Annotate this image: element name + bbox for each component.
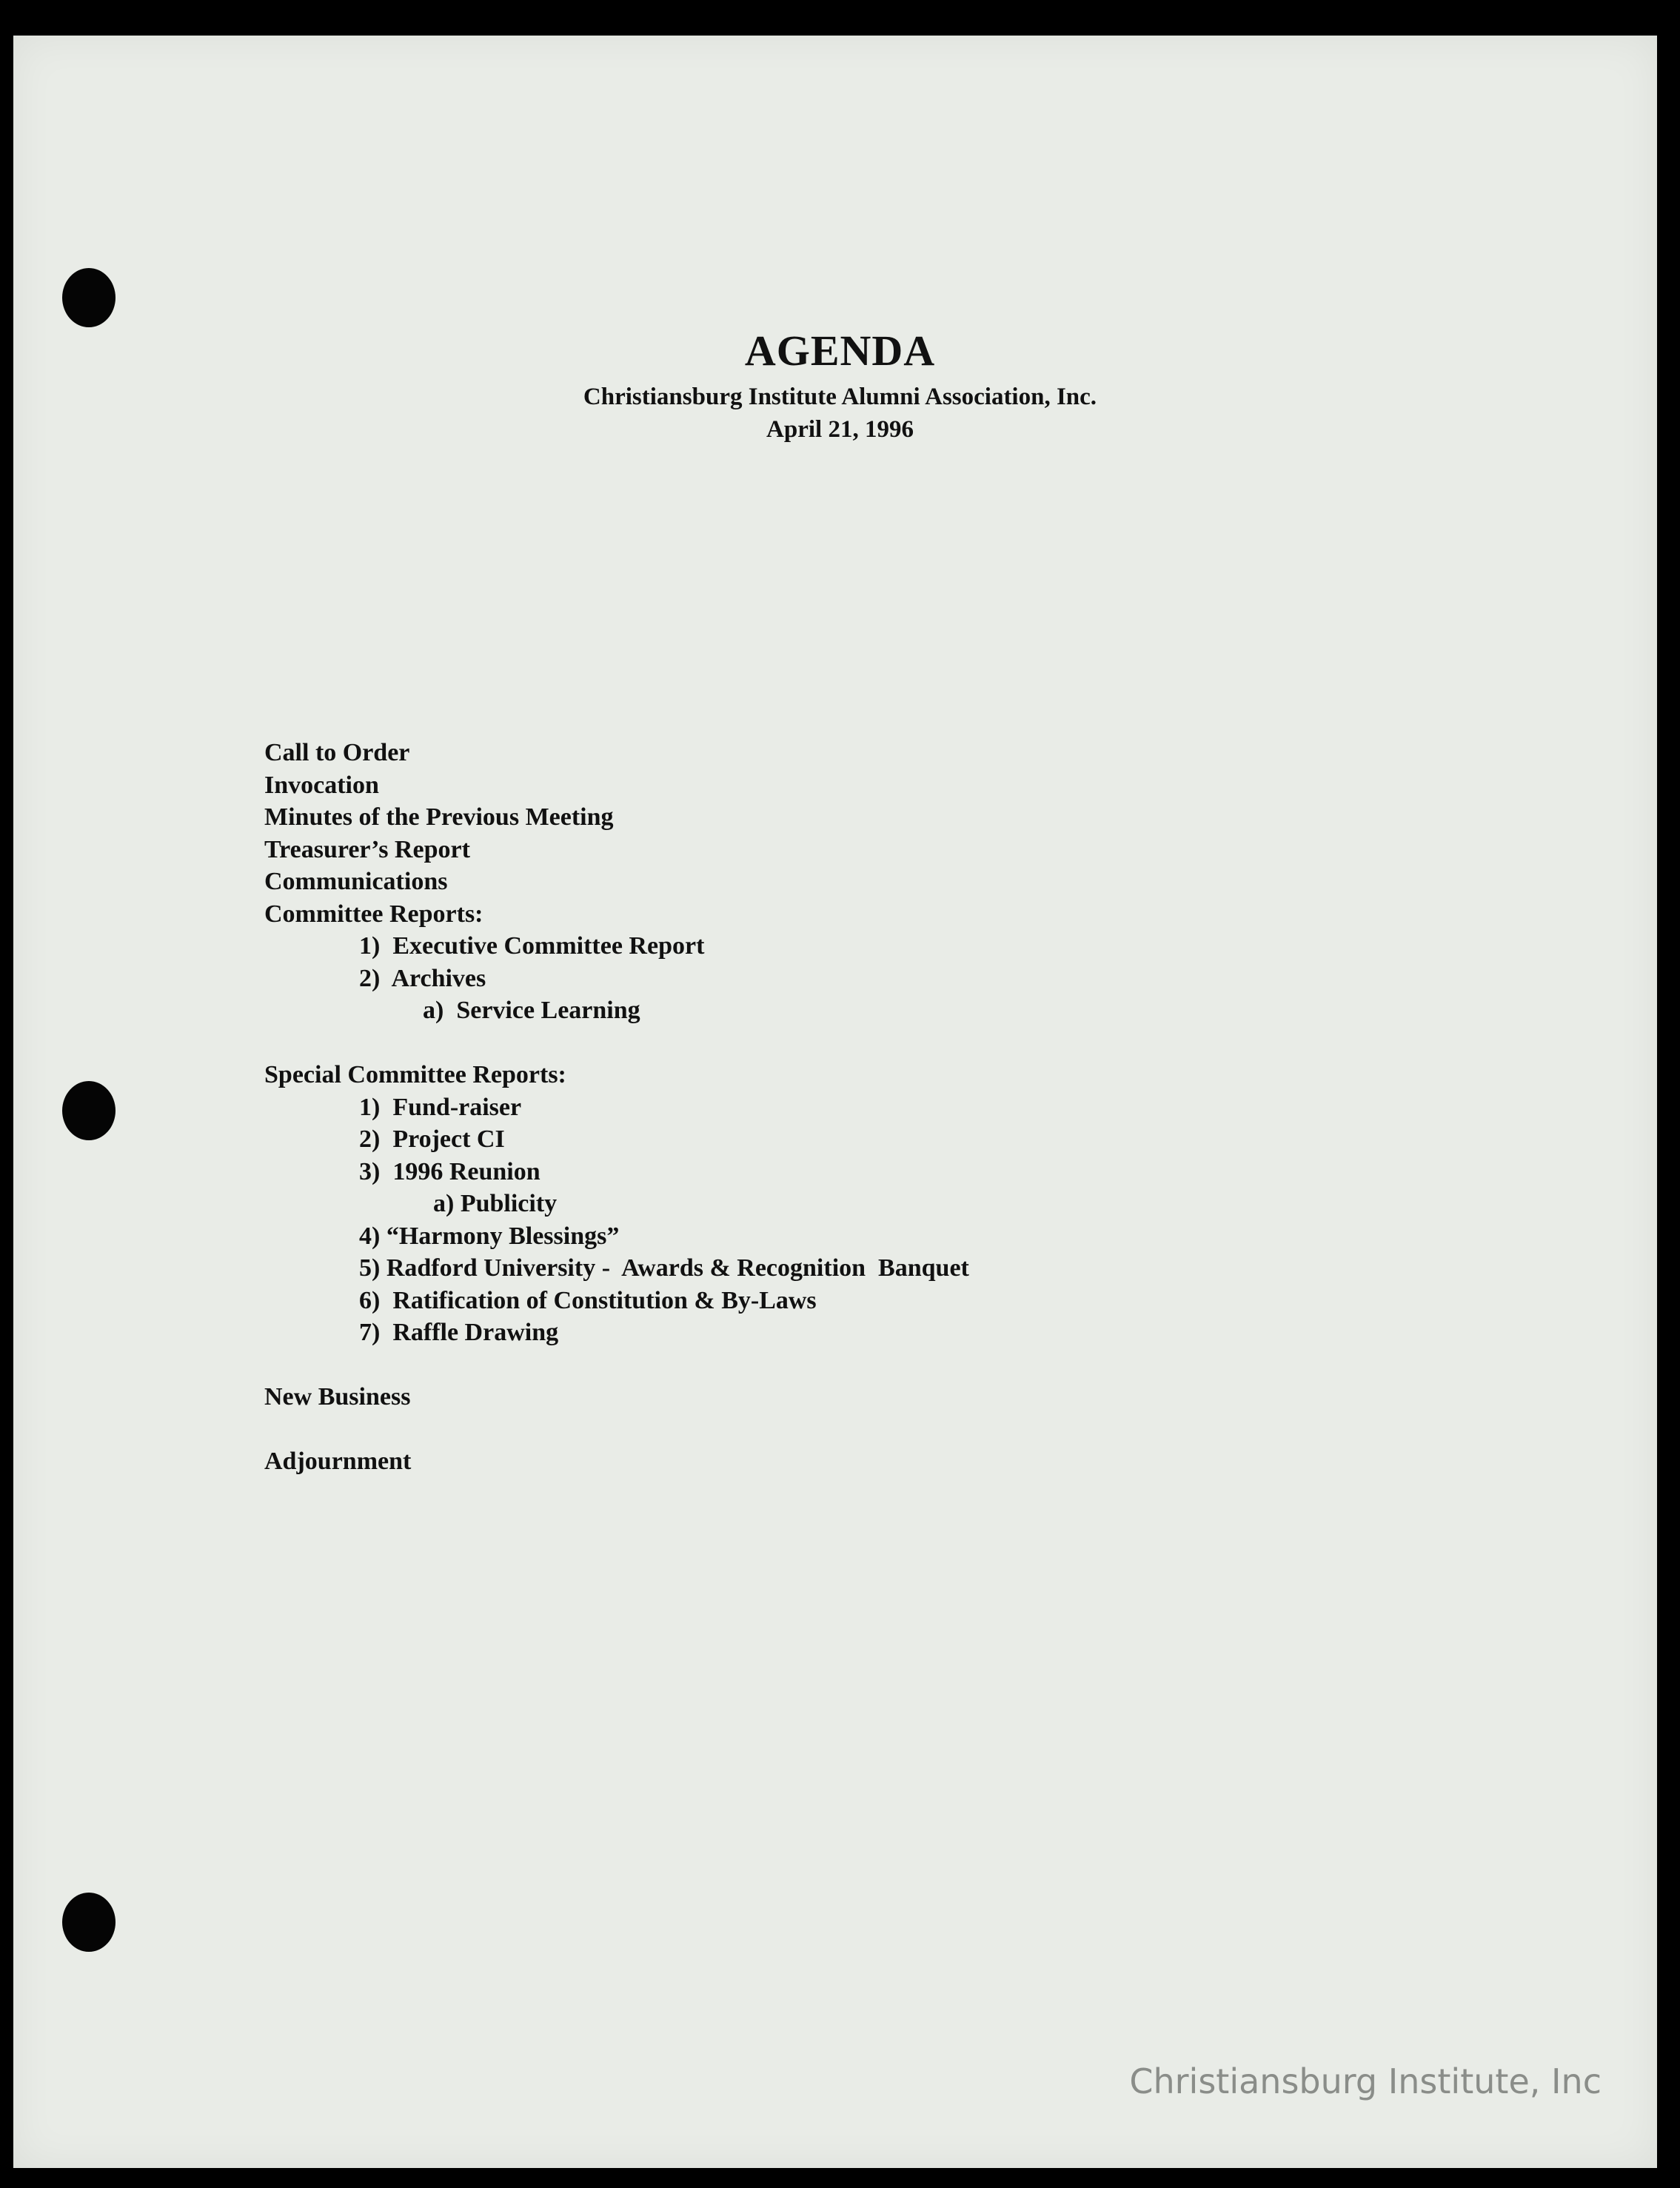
punch-hole-bottom xyxy=(62,1893,116,1952)
meeting-date: April 21, 1996 xyxy=(766,416,914,443)
agenda-list xyxy=(264,737,969,1478)
adjournment-item: Adjournment xyxy=(264,1448,412,1475)
agenda-item: Call to Order xyxy=(264,739,410,766)
spacer xyxy=(264,1349,969,1382)
watermark-text: Christiansburg Institute, Inc xyxy=(1129,2061,1602,2101)
new-business-item: New Business xyxy=(264,1383,411,1411)
special-report-item: 1) Fund-raiser xyxy=(359,1093,522,1121)
special-committee-heading: Special Committee Reports: xyxy=(264,1061,566,1088)
punch-hole-middle xyxy=(62,1081,116,1140)
special-report-item: 4) “Harmony Blessings” xyxy=(359,1222,620,1250)
committee-report-item: 1) Executive Committee Report xyxy=(359,932,705,960)
special-report-item: 5) Radford University - Awards & Recognition Banquet xyxy=(359,1254,969,1282)
agenda-title: AGENDA xyxy=(744,327,936,375)
spacer xyxy=(264,1027,969,1060)
special-report-item: 3) 1996 Reunion xyxy=(359,1157,541,1185)
reunion-subitem: a) Publicity xyxy=(433,1190,558,1217)
agenda-item: Treasurer’s Report xyxy=(264,835,470,863)
agenda-item: Invocation xyxy=(264,771,379,799)
organization-name: Christiansburg Institute Alumni Association, Inc. xyxy=(583,384,1097,410)
archives-subitem: a) Service Learning xyxy=(423,997,640,1024)
special-report-item: 6) Ratification of Constitution & By-Laws xyxy=(359,1286,817,1314)
agenda-item: Communications xyxy=(264,868,448,895)
special-report-item: 2) Project CI xyxy=(359,1125,505,1153)
agenda-item: Minutes of the Previous Meeting xyxy=(264,803,614,831)
agenda-item: Committee Reports: xyxy=(264,900,483,928)
special-report-item: 7) Raffle Drawing xyxy=(359,1319,559,1346)
spacer xyxy=(264,1413,969,1446)
committee-report-item: 2) Archives xyxy=(359,964,486,992)
punch-hole-top xyxy=(62,268,116,327)
